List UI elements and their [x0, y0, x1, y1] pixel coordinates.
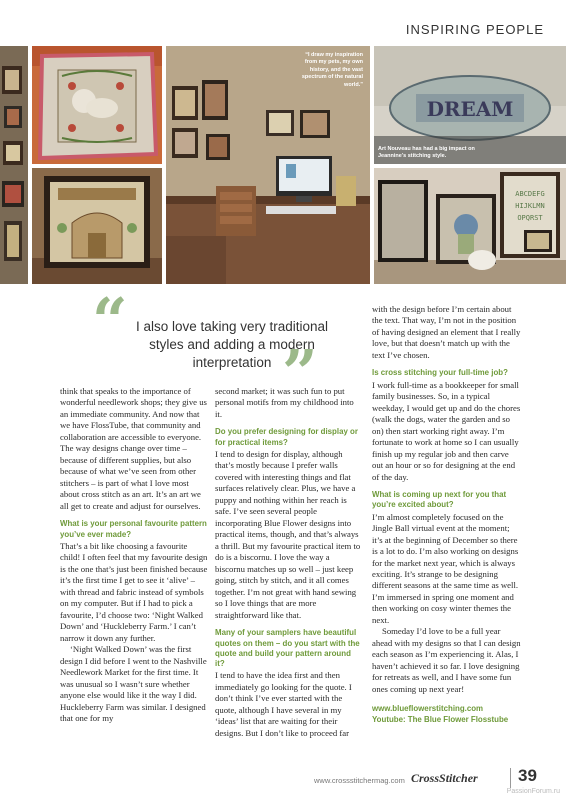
column1-question: What is your personal favourite pattern you’ve ever made? [60, 519, 207, 539]
gallery-wall-photo [0, 46, 28, 284]
section-header: INSPIRING PEOPLE [405, 22, 544, 37]
column3-paragraph: I’m almost completely focused on the Jingle Ball virtual event at the moment; it’s at the beginning of December so there is a lot to do. I’m also working on designs for the market next year, which is always exciting. It’s strange to be designing different seasons at the same time as well. I’m immersed in spring one moment and then working on cosy winter themes the next. [372, 511, 519, 625]
youtube-link[interactable]: Youtube: The Blue Flower Flosstube [372, 715, 509, 724]
squirrel-pillow-photo [32, 46, 162, 164]
svg-text:DREAM: DREAM [426, 97, 514, 121]
column1-paragraph: ‘Night Walked Down’ was the first design I did before I went to the Nashville Needlework Market for the first time. It was unusual so I wasn’t sure whether anyone else would like it the way I did. Huckleberry Farm was similar. I designed that one for my [60, 644, 207, 724]
center-photo-caption: “I draw my inspiration from my pets, my own history, and the vast spectrum of the natural world.” [301, 52, 363, 88]
column1-paragraph: think that speaks to the importance of wonderful needlework shops; they give us an immediate community. And now that we have FlossTube, that community and collaboration are accessible to everyone. The way designs change over time – because of different supplies, but also because of what we’ve seen from other stitchers – is part of what I love most about cross stitch as an art. It’s an art we all get to create and adjust for ourselves. [60, 386, 207, 511]
article-column-3 [372, 304, 522, 726]
magazine-logo: CrossStitcher [411, 771, 478, 785]
column2-question: Many of your samplers have beautiful quotes on them – do you start with the quote and build your pattern around it? [215, 628, 360, 669]
contact-links [372, 704, 522, 725]
watermark: PassionForum.ru [506, 788, 560, 795]
right-photo-caption: Art Nouveau has had a big impact on Jeannine’s stitching style. [378, 146, 475, 160]
svg-text:HIJKLMN: HIJKLMN [515, 202, 545, 210]
article-column-1 [60, 386, 208, 725]
close-quote-icon: ” [282, 336, 318, 409]
column1-paragraph: That’s a bit like choosing a favourite child! I often feel that my favourite design is the one that’s just been finished because it’s the first time I get to see it ‘alive’ – with thread and fabric instead of symbols on my computer. But if I had to pick a favourite, I’d choose two: ‘Night Walked Down’ and ‘Huckleberry Farm.’ I can’t narrow it down any further. [60, 540, 208, 643]
footer-divider [510, 768, 511, 788]
column2-paragraph: I tend to have the idea first and then immediately go looking for the quote. I don’t think I’ve ever started with the quote, although I have several in my ‘ideas’ list that are waiting for their designs. But I don’t like to proceed far [215, 670, 352, 738]
column3-paragraph: I work full-time as a bookkeeper for small family businesses. So, in a typical weekday, I would get up and do the chores (walk the dogs, water the garden and so on) then start working right away. I’m fortunate to work at home so I can usually finish up my regular job and then carve out an hour or so for designing at the end of the day. [372, 379, 521, 482]
open-quote-icon: “ [92, 284, 128, 357]
column2-question: Do you prefer designing for display or for practical items? [215, 427, 358, 447]
svg-text:OPQRST: OPQRST [517, 214, 543, 222]
column3-paragraph: with the design before I’m certain about the text. That way, I’m not in the position of having designed an element that I really love, but that doesn’t match up with the text I’ve chosen. [372, 304, 521, 360]
sampler-shelf-photo [374, 168, 566, 284]
pull-quote: I also love taking very traditional styles and adding a modern interpretation [135, 319, 329, 370]
column3-question: Is cross stitching your full-time job? [372, 368, 508, 378]
svg-text:ABCDEFG: ABCDEFG [515, 190, 545, 198]
framed-sampler-photo [32, 168, 162, 284]
footer-url[interactable]: www.crossstitchermag.com [314, 776, 405, 785]
column2-paragraph: I tend to design for display, although that’s mostly because I prefer walls covered with interesting things and flat surfaces relatively clear. Plus, we have a puppy and nothing within her reach is safe. I’ve seen several people incorporating Blue Flower designs into practical items, though, and that’s always a thrill. But my favourite practical item to do is a biscornu. I love the way a biscornu matches up so well – just keep going, stitch by stitch, and it all comes together. I’m not great with hand sewing so I love things that are more straightforward like that. [215, 448, 361, 620]
page-number: 39 [518, 766, 537, 785]
column2-paragraph: second market; it was such fun to put personal motifs from my childhood into it. [215, 386, 354, 419]
column3-paragraph: Someday I’d love to be a full year ahead with my designs so that I can design each season as I’m experiencing it. Alas, I haven’t achieved it so far. I love designing for retreats as well, and I have some fun ones coming up next year! [372, 626, 521, 694]
website-link[interactable]: www.blueflowerstitching.com [372, 704, 484, 714]
article-column-2 [215, 386, 361, 739]
column3-question: What is coming up next for you that you’re excited about? [372, 490, 507, 510]
